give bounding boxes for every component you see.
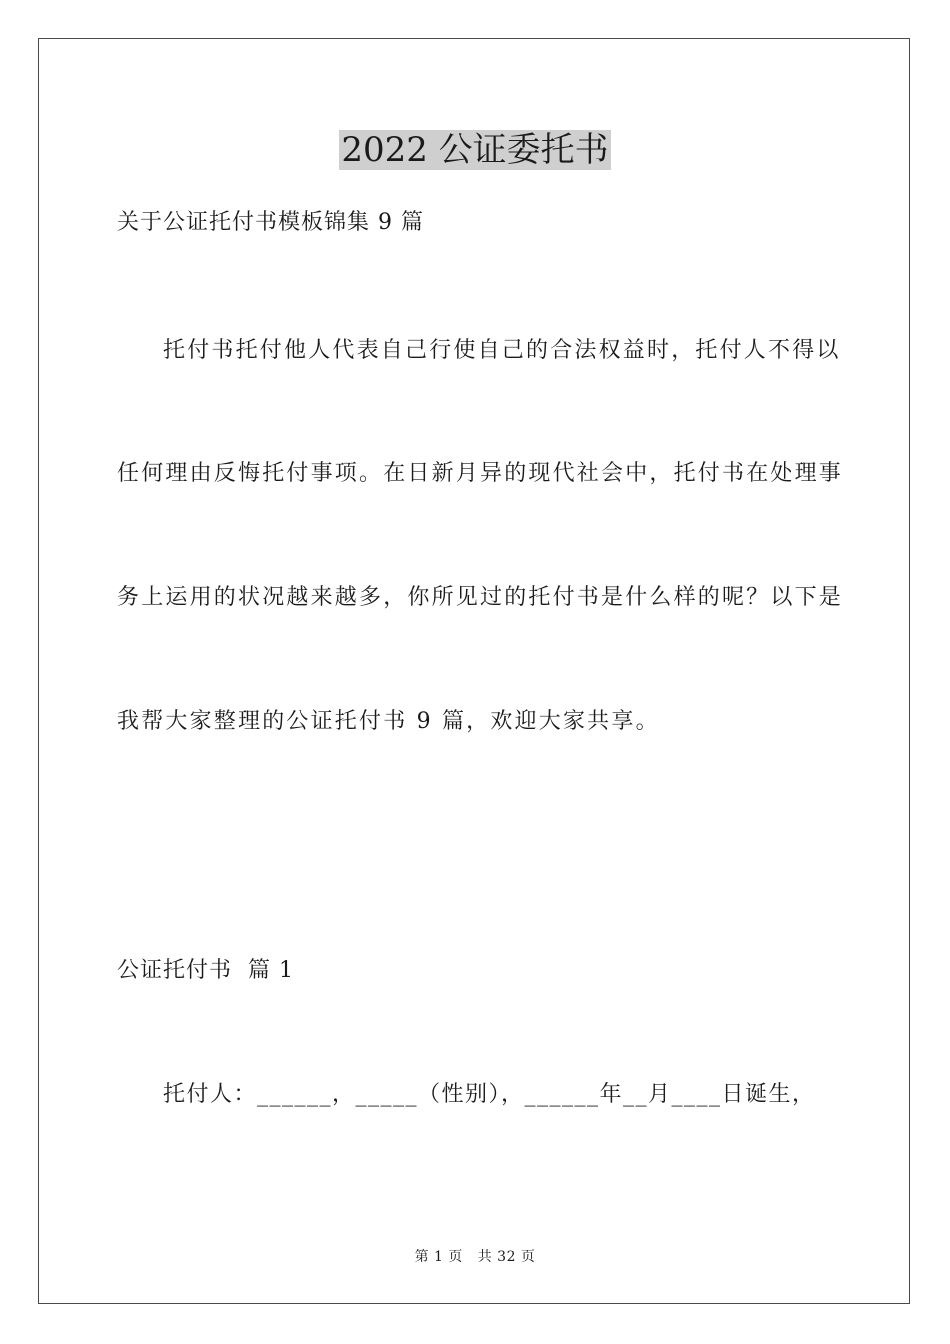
document-title xyxy=(0,128,950,172)
intro-paragraph-line-3: 务上运用的状况越来越多，你所见过的托付书是什么样的呢？以下是 xyxy=(117,585,844,610)
document-title-text: 2022 公证委托书 xyxy=(341,130,609,170)
page-footer: 第 1 页 共 32 页 xyxy=(414,1249,536,1265)
intro-paragraph-line-1: 托付书托付他人代表自己行使自己的合法权益时，托付人不得以 xyxy=(163,338,841,363)
section-heading: 公证托付书 篇 1 xyxy=(117,958,294,983)
document-subtitle: 关于公证托付书模板锦集 9 篇 xyxy=(117,210,424,235)
intro-paragraph-line-2: 任何理由反悔托付事项。在日新月异的现代社会中，托付书在处理事 xyxy=(117,461,844,486)
principal-form-line: 托付人：______，_____（性别），______年__月____日诞生， xyxy=(163,1082,816,1107)
intro-paragraph-line-4: 我帮大家整理的公证托付书 9 篇，欢迎大家共享。 xyxy=(117,709,660,734)
